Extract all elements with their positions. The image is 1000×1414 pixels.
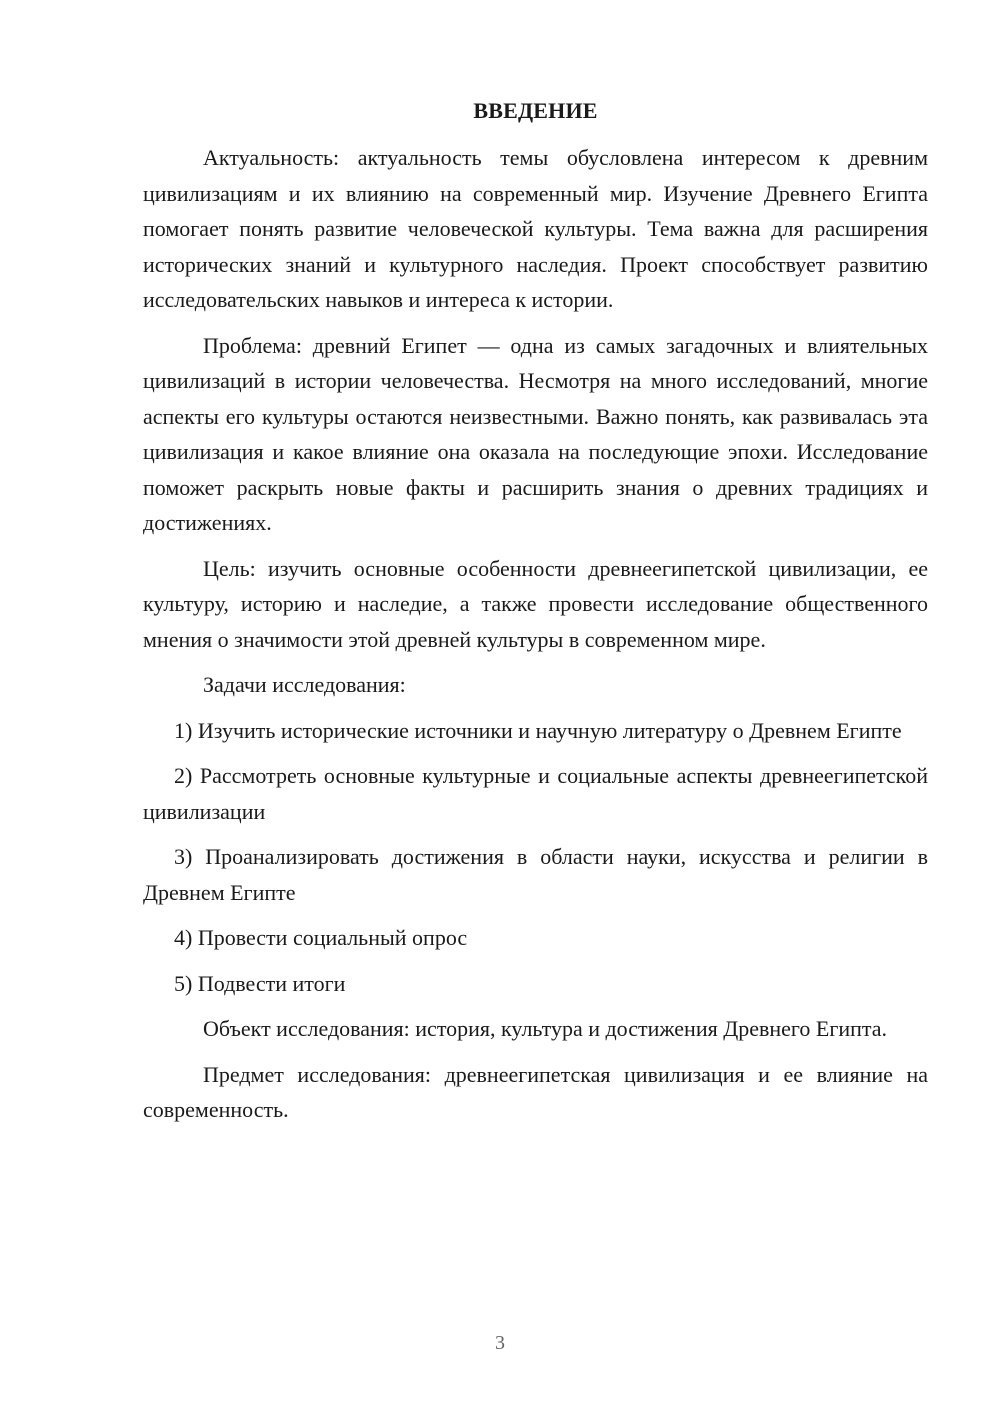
subject-paragraph: Предмет исследования: древнеегипетская цивилизация и ее влияние на современность. xyxy=(143,1061,928,1122)
task-item: 4) Провести социальный опрос xyxy=(174,925,468,950)
task-item: 2) Рассмотреть основные культурные и социальные аспекты древнеегипетской цивилизации xyxy=(143,763,928,824)
tasks-list xyxy=(143,713,928,1002)
relevance-paragraph: Актуальность: актуальность темы обусловлена интересом к древним цивилизациям и их влиянию на современный мир. Изучение Древнего Египта помогает понять развитие человеческой культуры. Тема важна для расширения исторических знаний и культурного наследия. Проект способствует развитию исследовательских навыков и интереса к истории. xyxy=(143,145,928,312)
task-item: 5) Подвести итоги xyxy=(174,970,346,996)
tasks-heading: Задачи исследования: xyxy=(203,672,406,697)
page-title: ВВЕДЕНИЕ xyxy=(473,98,598,123)
document-page xyxy=(143,94,928,1138)
object-paragraph: Объект исследования: история, культура и достижения Древнего Египта. xyxy=(203,1016,888,1041)
task-item: 3) Проанализировать достижения в области науки, искусства и религии в Древнем Египте xyxy=(143,844,928,905)
goal-paragraph: Цель: изучить основные особенности древнеегипетской цивилизации, ее культуру, историю и наследие, а также провести исследование общественного мнения о значимости этой древней культуры в современном мире. xyxy=(143,555,928,652)
page-number: 3 xyxy=(495,1332,505,1354)
problem-paragraph: Проблема: древний Египет — одна из самых загадочных и влиятельных цивилизаций в истории человечества. Несмотря на много исследований, многие аспекты его культуры остаются неизвестными. Важно понять, как развивалась эта цивилизация и какое влияние она оказала на последующие эпохи. Исследование поможет раскрыть новые факты и расширить знания о древних традициях и достижениях. xyxy=(143,332,928,535)
task-item: 1) Изучить исторические источники и научную литературу о Древнем Египте xyxy=(174,717,902,743)
